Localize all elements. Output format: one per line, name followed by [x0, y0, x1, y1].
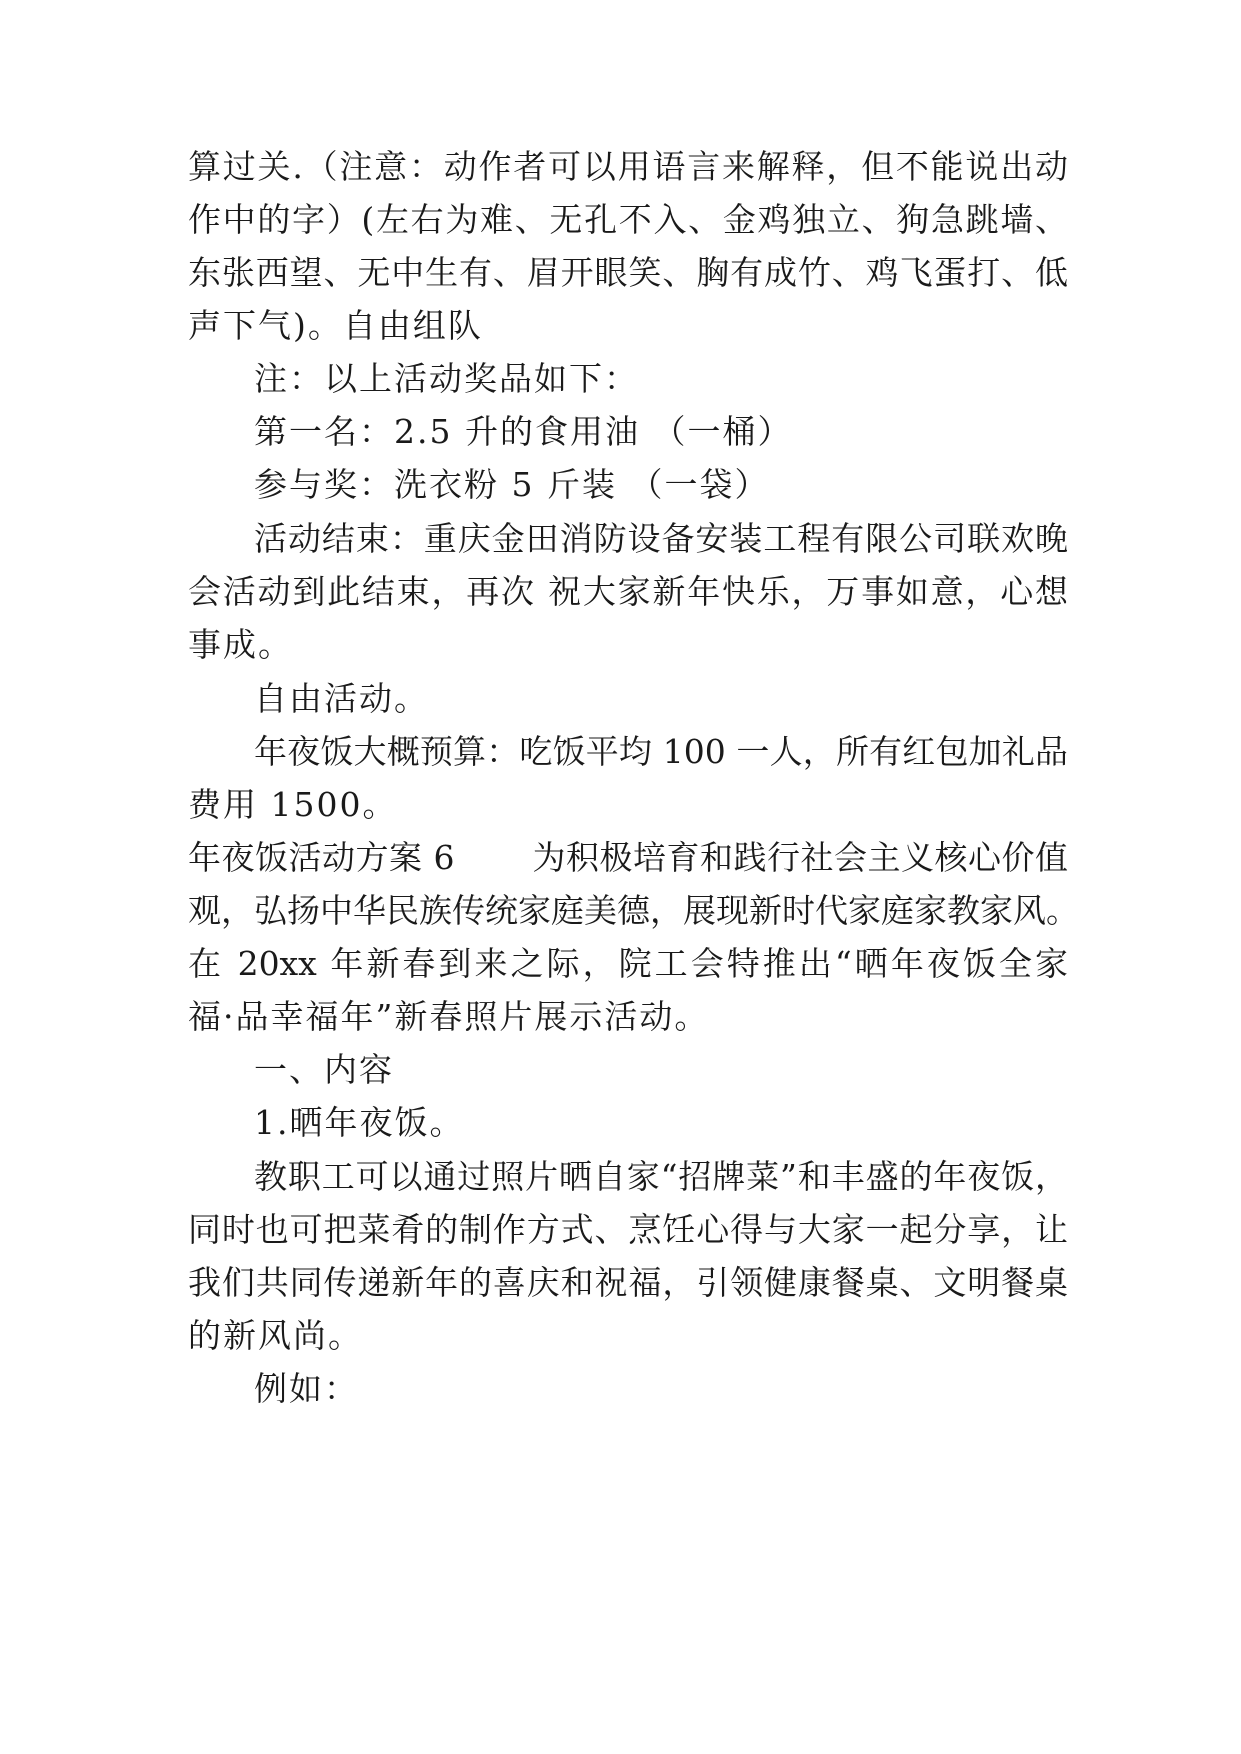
paragraph-line: 在 20xx 年新春到来之际，院工会特推出“晒年夜饭全家	[188, 944, 1068, 983]
paragraph-line: 年夜饭大概预算：吃饭平均 100 一人，所有红包加礼品	[254, 732, 1068, 771]
section-heading: 一、内容	[254, 1050, 394, 1089]
paragraph-line: 教职工可以通过照片晒自家“招牌菜”和丰盛的年夜饭，	[254, 1157, 1068, 1196]
section-title-line: 年夜饭活动方案 6 为积极培育和践行社会主义核心价值	[188, 838, 1068, 877]
paragraph-line: 例如：	[254, 1369, 359, 1408]
prize-participation: 参与奖：洗衣粉 5 斤装 （一袋）	[254, 465, 770, 504]
paragraph-line: 观，弘扬中华民族传统家庭美德，展现新时代家庭家教家风。	[188, 891, 1079, 930]
prize-note: 注：以上活动奖品如下：	[254, 359, 639, 398]
paragraph-line: 东张西望、无中生有、眉开眼笑、胸有成竹、鸡飞蛋打、低	[188, 253, 1068, 292]
prize-first: 第一名：2.5 升的食用油 （一桶）	[254, 412, 793, 451]
paragraph-line: 的新风尚。	[188, 1316, 363, 1355]
subsection-heading: 1.晒年夜饭。	[254, 1103, 465, 1142]
paragraph-line: 活动结束：重庆金田消防设备安装工程有限公司联欢晚	[254, 519, 1068, 558]
paragraph-line: 会活动到此结束，再次 祝大家新年快乐，万事如意，心想	[188, 572, 1068, 611]
paragraph-line: 费用 1500。	[188, 785, 398, 824]
paragraph-line: 福·品幸福年”新春照片展示活动。	[188, 997, 710, 1036]
paragraph-line: 声下气)。自由组队	[188, 306, 483, 345]
paragraph-line: 事成。	[188, 625, 293, 664]
paragraph-line: 自由活动。	[254, 679, 429, 718]
paragraph-line: 我们共同传递新年的喜庆和祝福，引领健康餐桌、文明餐桌	[188, 1263, 1068, 1302]
paragraph-line: 作中的字）(左右为难、无孔不入、金鸡独立、狗急跳墙、	[188, 200, 1068, 239]
paragraph-line: 同时也可把菜肴的制作方式、烹饪心得与大家一起分享，让	[188, 1210, 1068, 1249]
paragraph-line: 算过关.（注意：动作者可以用语言来解释，但不能说出动	[188, 147, 1068, 186]
